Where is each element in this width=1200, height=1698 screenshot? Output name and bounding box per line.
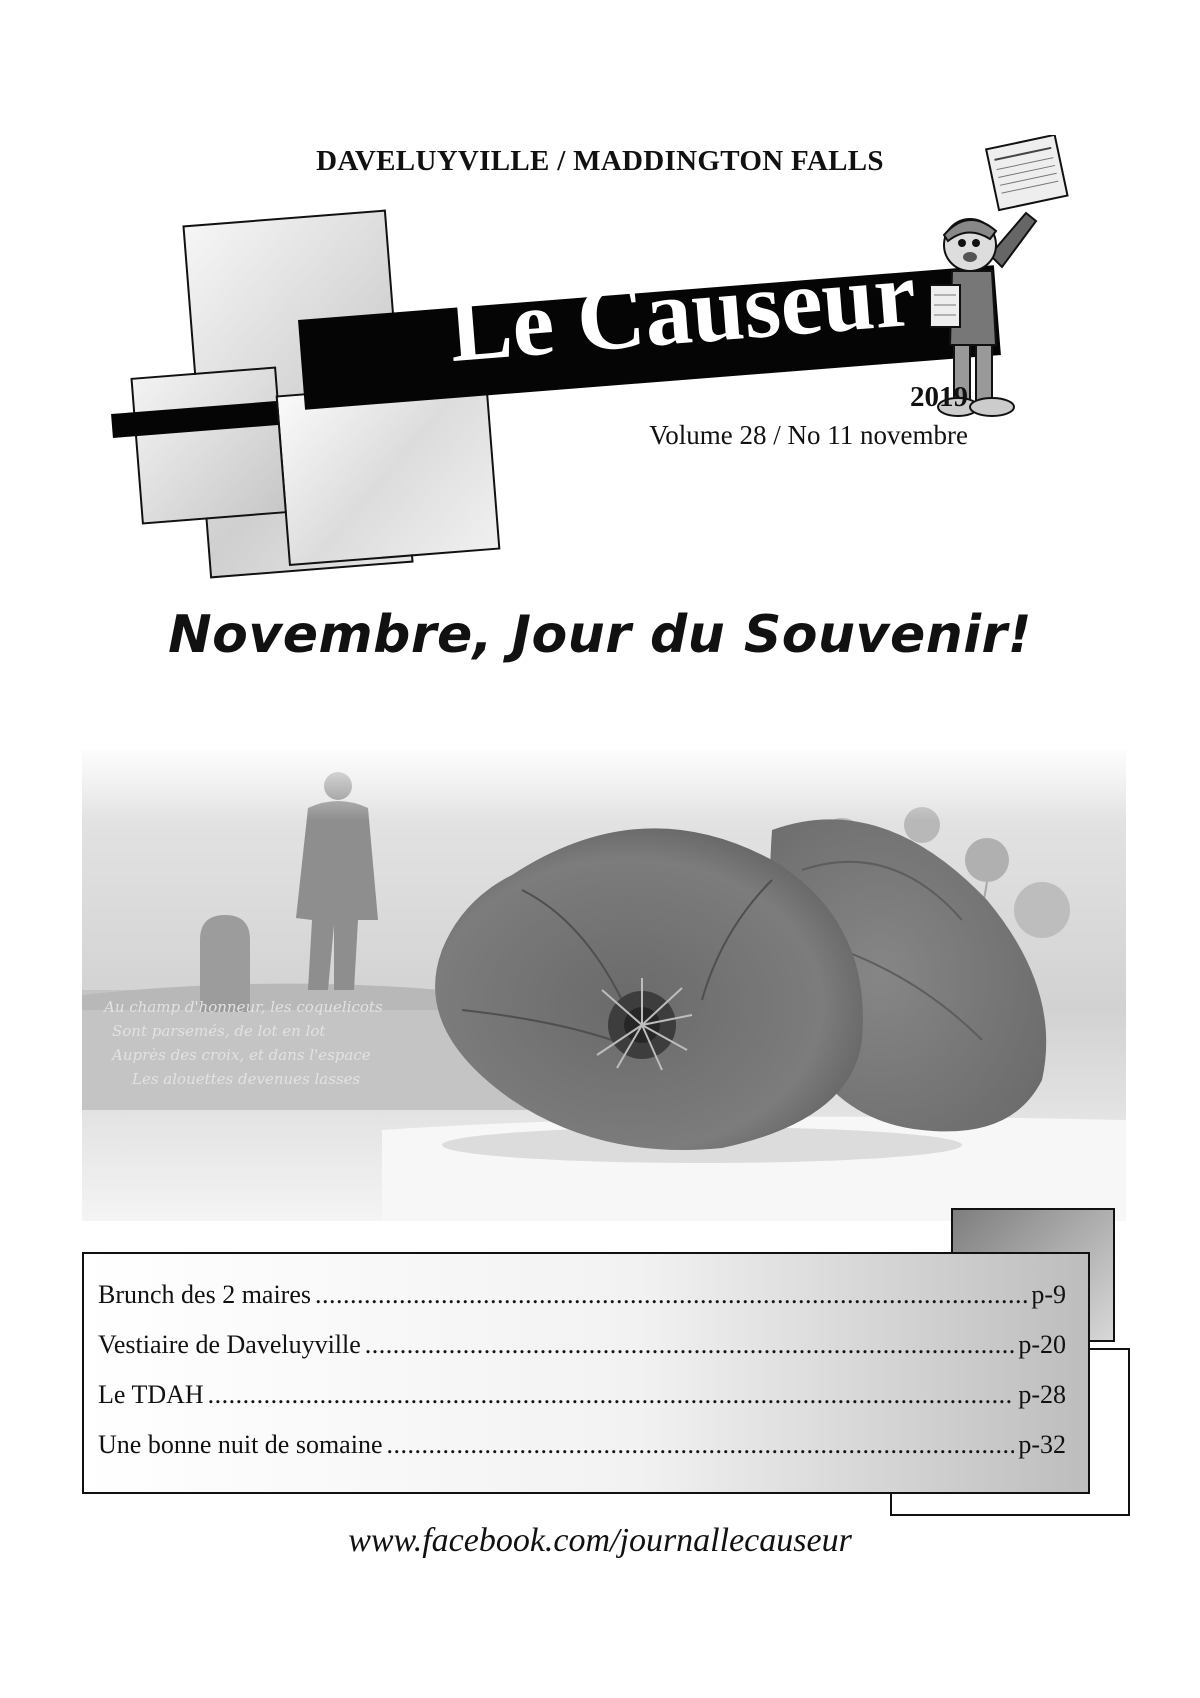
toc-dot-leader	[315, 1280, 1027, 1310]
facebook-url: www.facebook.com/journallecauseur	[348, 1522, 852, 1559]
toc-entry-page: p-28	[1018, 1380, 1066, 1409]
poppy-cover-photo	[82, 750, 1126, 1221]
toc-dot-leader	[208, 1380, 1015, 1410]
decorative-box-left	[130, 366, 287, 524]
toc-entry-title: Le TDAH	[98, 1380, 204, 1409]
toc-entry-title: Brunch des 2 maires	[98, 1280, 312, 1309]
issue-volume: Volume 28 / No 11 novembre	[649, 420, 968, 450]
cover-headline: Novembre, Jour du Souvenir!	[168, 605, 1032, 665]
table-of-contents	[82, 1252, 1090, 1494]
toc-entry-page: p-20	[1018, 1330, 1066, 1359]
toc-entry-title: Une bonne nuit de somaine	[98, 1430, 383, 1459]
toc-dot-leader	[387, 1430, 1015, 1460]
toc-entry-page: p-9	[1031, 1280, 1066, 1309]
toc-entry	[98, 1380, 1066, 1430]
newspaper-title: Le Causeur	[445, 241, 920, 383]
town-names: DAVELUYVILLE / MADDINGTON FALLS	[316, 145, 884, 177]
toc-dot-leader	[365, 1330, 1015, 1360]
toc-entry	[98, 1430, 1066, 1480]
toc-entry-title: Vestiaire de Daveluyville	[98, 1330, 361, 1359]
issue-year: 2019	[910, 381, 968, 413]
toc-entry	[98, 1330, 1066, 1380]
toc-entry-page: p-32	[1018, 1430, 1066, 1459]
toc-entry	[98, 1280, 1066, 1330]
